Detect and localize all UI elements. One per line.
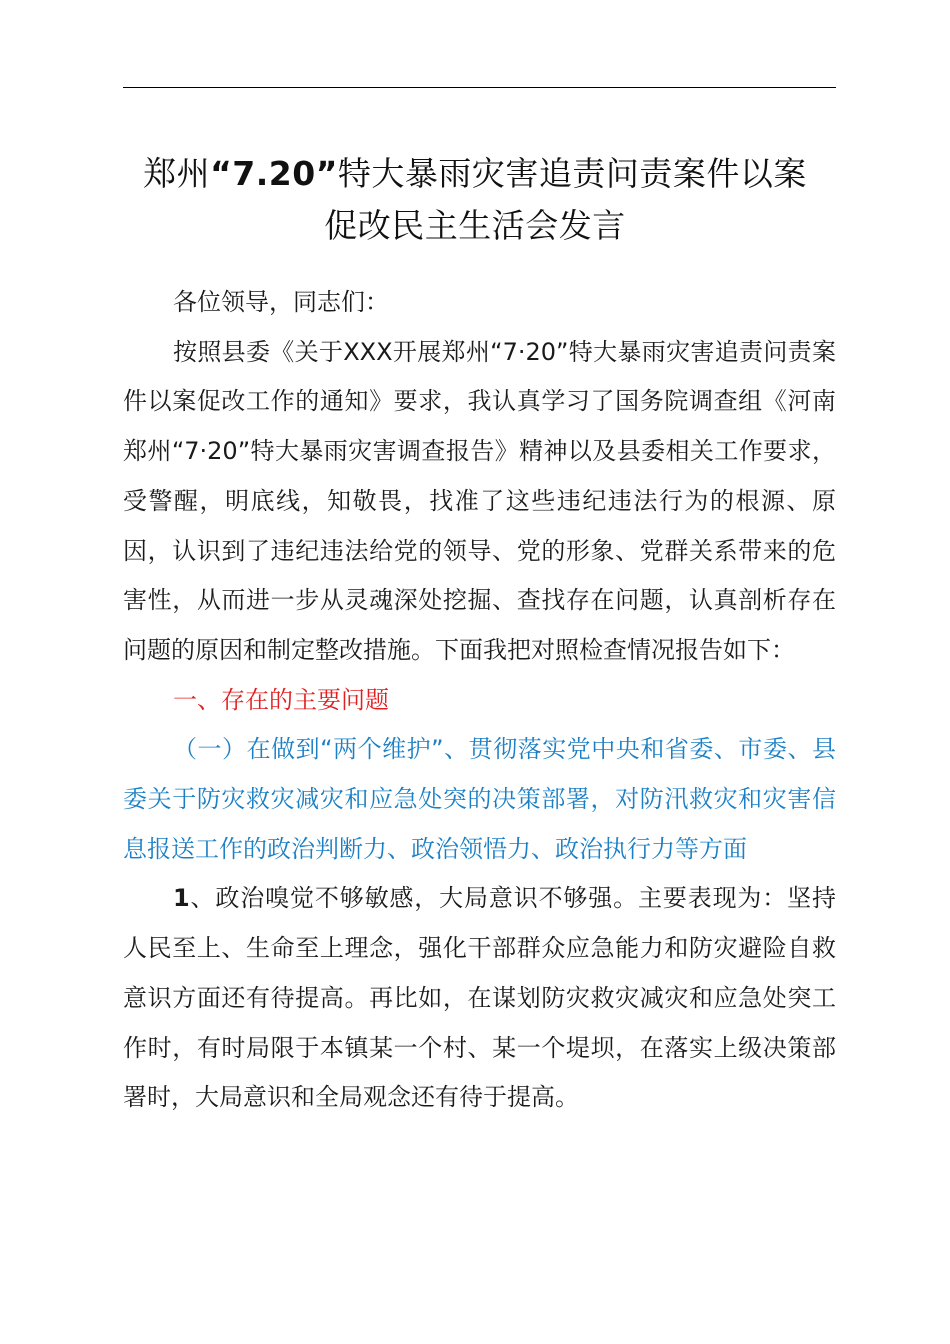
item-number: 1 [173, 884, 190, 913]
intro-paragraph: 按照县委《关于XXX开展郑州“7·20”特大暴雨灾害追责问责案件以案促改工作的通知》要求，我认真学习了国务院调查组《河南郑州“7·20”特大暴雨灾害调查报告》精神以及县委相关工作要求，受警醒，明底线，知敬畏，找准了这些违纪违法行为的根源、原因，认识到了违纪违法给党的领导、党的形象、党群关系带来的危害性，从而进一步从灵魂深处挖掘、查找存在问题，认真剖析存在问题的原因和制定整改措施。下面我把对照检查情况报告如下： [123, 337, 836, 664]
document-body [123, 278, 836, 1123]
header-rule [123, 87, 836, 88]
document-title [100, 148, 850, 252]
title-suffix: 特大暴雨灾害追责问责案件以案 [337, 154, 807, 193]
subsection-heading: （一）在做到“两个维护”、贯彻落实党中央和省委、市委、县委关于防灾救灾减灾和应急处突的决策部署，对防汛救灾和灾害信息报送工作的政治判断力、政治领悟力、政治执行力等方面 [123, 735, 836, 863]
title-date: “7.20” [210, 154, 338, 193]
title-prefix: 郑州 [143, 154, 211, 193]
section-heading: 一、存在的主要问题 [173, 685, 389, 714]
title-line-2: 促改民主生活会发言 [324, 206, 626, 245]
item-text: 、政治嗅觉不够敏感，大局意识不够强。主要表现为：坚持人民至上、生命至上理念，强化干部群众应急能力和防灾避险自救意识方面还有待提高。再比如，在谋划防灾救灾减灾和应急处突工作时，有时局限于本镇某一个村、某一个堤坝，在落实上级决策部署时，大局意识和全局观念还有待于提高。 [123, 884, 836, 1112]
title-line-1 [100, 148, 850, 200]
salutation: 各位领导，同志们： [173, 288, 389, 316]
item-paragraph [123, 874, 836, 1123]
